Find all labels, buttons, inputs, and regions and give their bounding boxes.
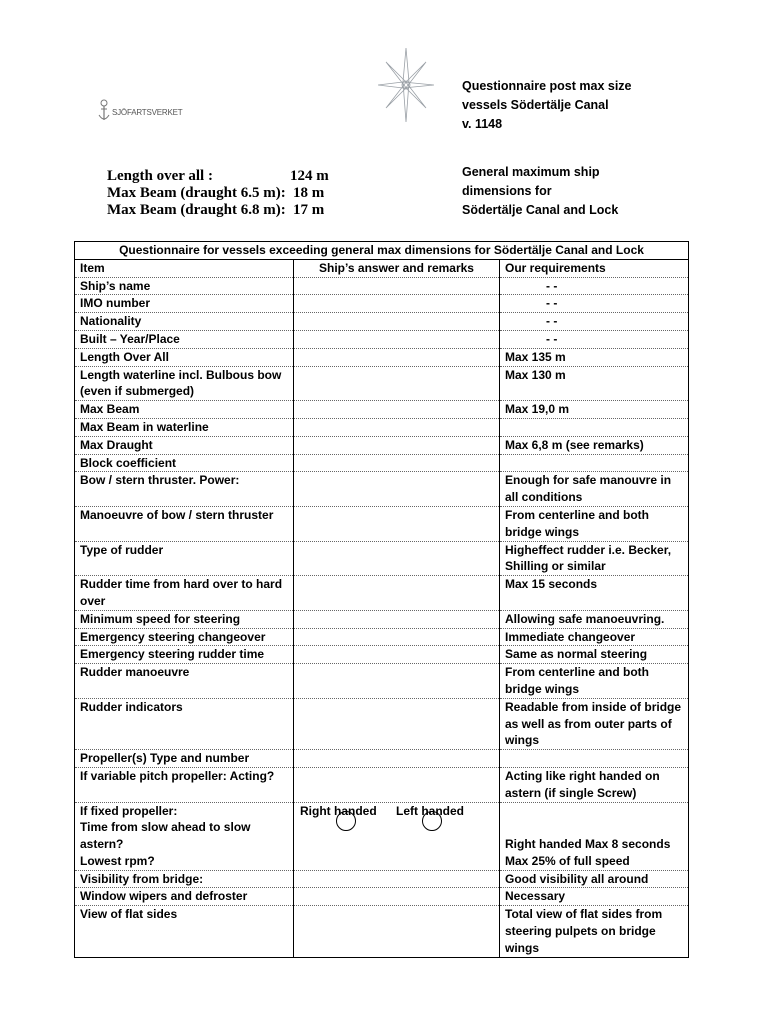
general-line-1: General maximum ship bbox=[462, 165, 600, 179]
row-answer[interactable] bbox=[294, 802, 500, 870]
table-row bbox=[75, 767, 689, 802]
row-item: Rudder indicators bbox=[75, 698, 294, 749]
dimension-label: Length over all : bbox=[107, 168, 213, 184]
title-version: v. 1148 bbox=[462, 117, 503, 131]
dimension-label: Max Beam (draught 6.8 m): bbox=[107, 202, 286, 218]
row-requirement: Max 135 m bbox=[500, 348, 689, 366]
left-handed-radio[interactable] bbox=[422, 811, 442, 831]
row-answer[interactable] bbox=[294, 664, 500, 699]
row-item: Minimum speed for steering bbox=[75, 610, 294, 628]
row-requirement: - - bbox=[500, 313, 689, 331]
table-row bbox=[75, 750, 689, 768]
table-row bbox=[75, 646, 689, 664]
table-row bbox=[75, 906, 689, 957]
table-row bbox=[75, 870, 689, 888]
option-left-handed-label: Left handed bbox=[396, 803, 464, 818]
dimension-label: Max Beam (draught 6.5 m): bbox=[107, 185, 286, 201]
row-answer[interactable] bbox=[294, 295, 500, 313]
row-item bbox=[75, 802, 294, 870]
row-answer[interactable] bbox=[294, 313, 500, 331]
row-requirement bbox=[500, 750, 689, 768]
row-requirement bbox=[500, 802, 689, 870]
row-requirement: Max 6,8 m (see remarks) bbox=[500, 436, 689, 454]
table-row bbox=[75, 888, 689, 906]
right-handed-radio[interactable] bbox=[336, 811, 356, 831]
row-answer[interactable] bbox=[294, 418, 500, 436]
row-requirement: Readable from inside of bridge as well as from outer parts of wings bbox=[500, 698, 689, 749]
row-answer[interactable] bbox=[294, 576, 500, 611]
row-item: Manoeuvre of bow / stern thruster bbox=[75, 506, 294, 541]
table-row bbox=[75, 348, 689, 366]
row-item: Window wipers and defroster bbox=[75, 888, 294, 906]
fixed-propeller-requirement: Right handed Max 8 seconds bbox=[505, 837, 671, 852]
row-item: Ship’s name bbox=[75, 277, 294, 295]
row-answer[interactable] bbox=[294, 698, 500, 749]
row-requirement: Enough for safe manouvre in all conditions bbox=[500, 472, 689, 507]
row-answer[interactable] bbox=[294, 628, 500, 646]
dimension-value: 124 m bbox=[290, 168, 329, 184]
row-item: Bow / stern thruster. Power: bbox=[75, 472, 294, 507]
table-row bbox=[75, 472, 689, 507]
table-row bbox=[75, 664, 689, 699]
row-answer[interactable] bbox=[294, 436, 500, 454]
row-item: Emergency steering rudder time bbox=[75, 646, 294, 664]
row-answer[interactable] bbox=[294, 348, 500, 366]
row-requirement: Max 15 seconds bbox=[500, 576, 689, 611]
document-title bbox=[462, 77, 632, 134]
table-row bbox=[75, 454, 689, 472]
general-line-3: Södertälje Canal and Lock bbox=[462, 203, 619, 217]
table-row bbox=[75, 628, 689, 646]
table-row bbox=[75, 576, 689, 611]
table-row bbox=[75, 698, 689, 749]
title-line-2: vessels Södertälje Canal bbox=[462, 98, 609, 112]
row-requirement bbox=[500, 418, 689, 436]
table-row bbox=[75, 610, 689, 628]
lowest-rpm-requirement: Max 25% of full speed bbox=[505, 853, 630, 868]
title-line-1: Questionnaire post max size bbox=[462, 79, 632, 93]
row-requirement bbox=[500, 454, 689, 472]
row-requirement: Acting like right handed on astern (if single Screw) bbox=[500, 767, 689, 802]
row-requirement: Immediate changeover bbox=[500, 628, 689, 646]
row-requirement: Total view of flat sides from steering pulpets on bridge wings bbox=[500, 906, 689, 957]
row-requirement: - - bbox=[500, 330, 689, 348]
row-item: Emergency steering changeover bbox=[75, 628, 294, 646]
row-requirement: - - bbox=[500, 295, 689, 313]
lowest-rpm-label: Lowest rpm? bbox=[80, 853, 155, 868]
row-answer[interactable] bbox=[294, 472, 500, 507]
row-requirement: Same as normal steering bbox=[500, 646, 689, 664]
questionnaire-table bbox=[74, 241, 689, 958]
row-answer[interactable] bbox=[294, 330, 500, 348]
fixed-propeller-time-label: Time from slow ahead to slow bbox=[80, 820, 251, 835]
row-item: Rudder manoeuvre bbox=[75, 664, 294, 699]
anchor-crown-emblem-icon bbox=[98, 98, 110, 124]
row-answer[interactable] bbox=[294, 888, 500, 906]
option-right-handed-label: Right handed bbox=[300, 803, 377, 818]
row-requirement: - - bbox=[500, 277, 689, 295]
row-answer[interactable] bbox=[294, 454, 500, 472]
row-answer[interactable] bbox=[294, 767, 500, 802]
row-requirement: Necessary bbox=[500, 888, 689, 906]
table-row bbox=[75, 366, 689, 401]
table-row-fixed-propeller bbox=[75, 802, 689, 870]
row-requirement: Higheffect rudder i.e. Becker, Shilling or similar bbox=[500, 541, 689, 576]
row-requirement: From centerline and both bridge wings bbox=[500, 664, 689, 699]
table-row bbox=[75, 277, 689, 295]
row-item: Type of rudder bbox=[75, 541, 294, 576]
row-item: Max Draught bbox=[75, 436, 294, 454]
row-answer[interactable] bbox=[294, 277, 500, 295]
row-item: View of flat sides bbox=[75, 906, 294, 957]
table-row bbox=[75, 330, 689, 348]
table-row bbox=[75, 436, 689, 454]
row-answer[interactable] bbox=[294, 870, 500, 888]
logo-text: SJÖFARTSVERKET bbox=[112, 108, 183, 117]
row-item: Block coefficient bbox=[75, 454, 294, 472]
row-item: Length Over All bbox=[75, 348, 294, 366]
row-answer[interactable] bbox=[294, 906, 500, 957]
table-row bbox=[75, 295, 689, 313]
row-item: IMO number bbox=[75, 295, 294, 313]
column-header-answer: Ship’s answer and remarks bbox=[294, 259, 500, 277]
table-row bbox=[75, 506, 689, 541]
row-requirement: Max 19,0 m bbox=[500, 401, 689, 419]
row-item: If variable pitch propeller: Acting? bbox=[75, 767, 294, 802]
row-answer[interactable] bbox=[294, 366, 500, 401]
fixed-propeller-astern-label: astern? bbox=[80, 837, 124, 852]
agency-logo bbox=[98, 90, 183, 130]
row-item: Visibility from bridge: bbox=[75, 870, 294, 888]
row-answer[interactable] bbox=[294, 750, 500, 768]
row-requirement: Max 130 m bbox=[500, 366, 689, 401]
row-requirement: From centerline and both bridge wings bbox=[500, 506, 689, 541]
table-row bbox=[75, 313, 689, 331]
dimension-value: 17 m bbox=[293, 202, 325, 218]
row-item: Max Beam bbox=[75, 401, 294, 419]
row-answer[interactable] bbox=[294, 506, 500, 541]
row-item: Built – Year/Place bbox=[75, 330, 294, 348]
general-dimensions-heading bbox=[462, 163, 618, 220]
table-title: Questionnaire for vessels exceeding general max dimensions for Södertälje Canal and Lock bbox=[75, 242, 689, 260]
row-answer[interactable] bbox=[294, 610, 500, 628]
compass-star-icon bbox=[378, 48, 434, 122]
table-row bbox=[75, 418, 689, 436]
fixed-propeller-label: If fixed propeller: bbox=[80, 803, 178, 818]
row-requirement: Allowing safe manoeuvring. bbox=[500, 610, 689, 628]
row-item: Length waterline incl. Bulbous bow (even if submerged) bbox=[75, 366, 294, 401]
table-row bbox=[75, 401, 689, 419]
row-item: Max Beam in waterline bbox=[75, 418, 294, 436]
general-line-2: dimensions for bbox=[462, 184, 552, 198]
row-item: Nationality bbox=[75, 313, 294, 331]
column-header-item: Item bbox=[75, 259, 294, 277]
column-header-requirements: Our requirements bbox=[500, 259, 689, 277]
row-item: Rudder time from hard over to hard over bbox=[75, 576, 294, 611]
row-answer[interactable] bbox=[294, 541, 500, 576]
row-answer[interactable] bbox=[294, 401, 500, 419]
dimension-value: 18 m bbox=[293, 185, 325, 201]
row-requirement: Good visibility all around bbox=[500, 870, 689, 888]
row-item: Propeller(s) Type and number bbox=[75, 750, 294, 768]
table-row bbox=[75, 541, 689, 576]
row-answer[interactable] bbox=[294, 646, 500, 664]
